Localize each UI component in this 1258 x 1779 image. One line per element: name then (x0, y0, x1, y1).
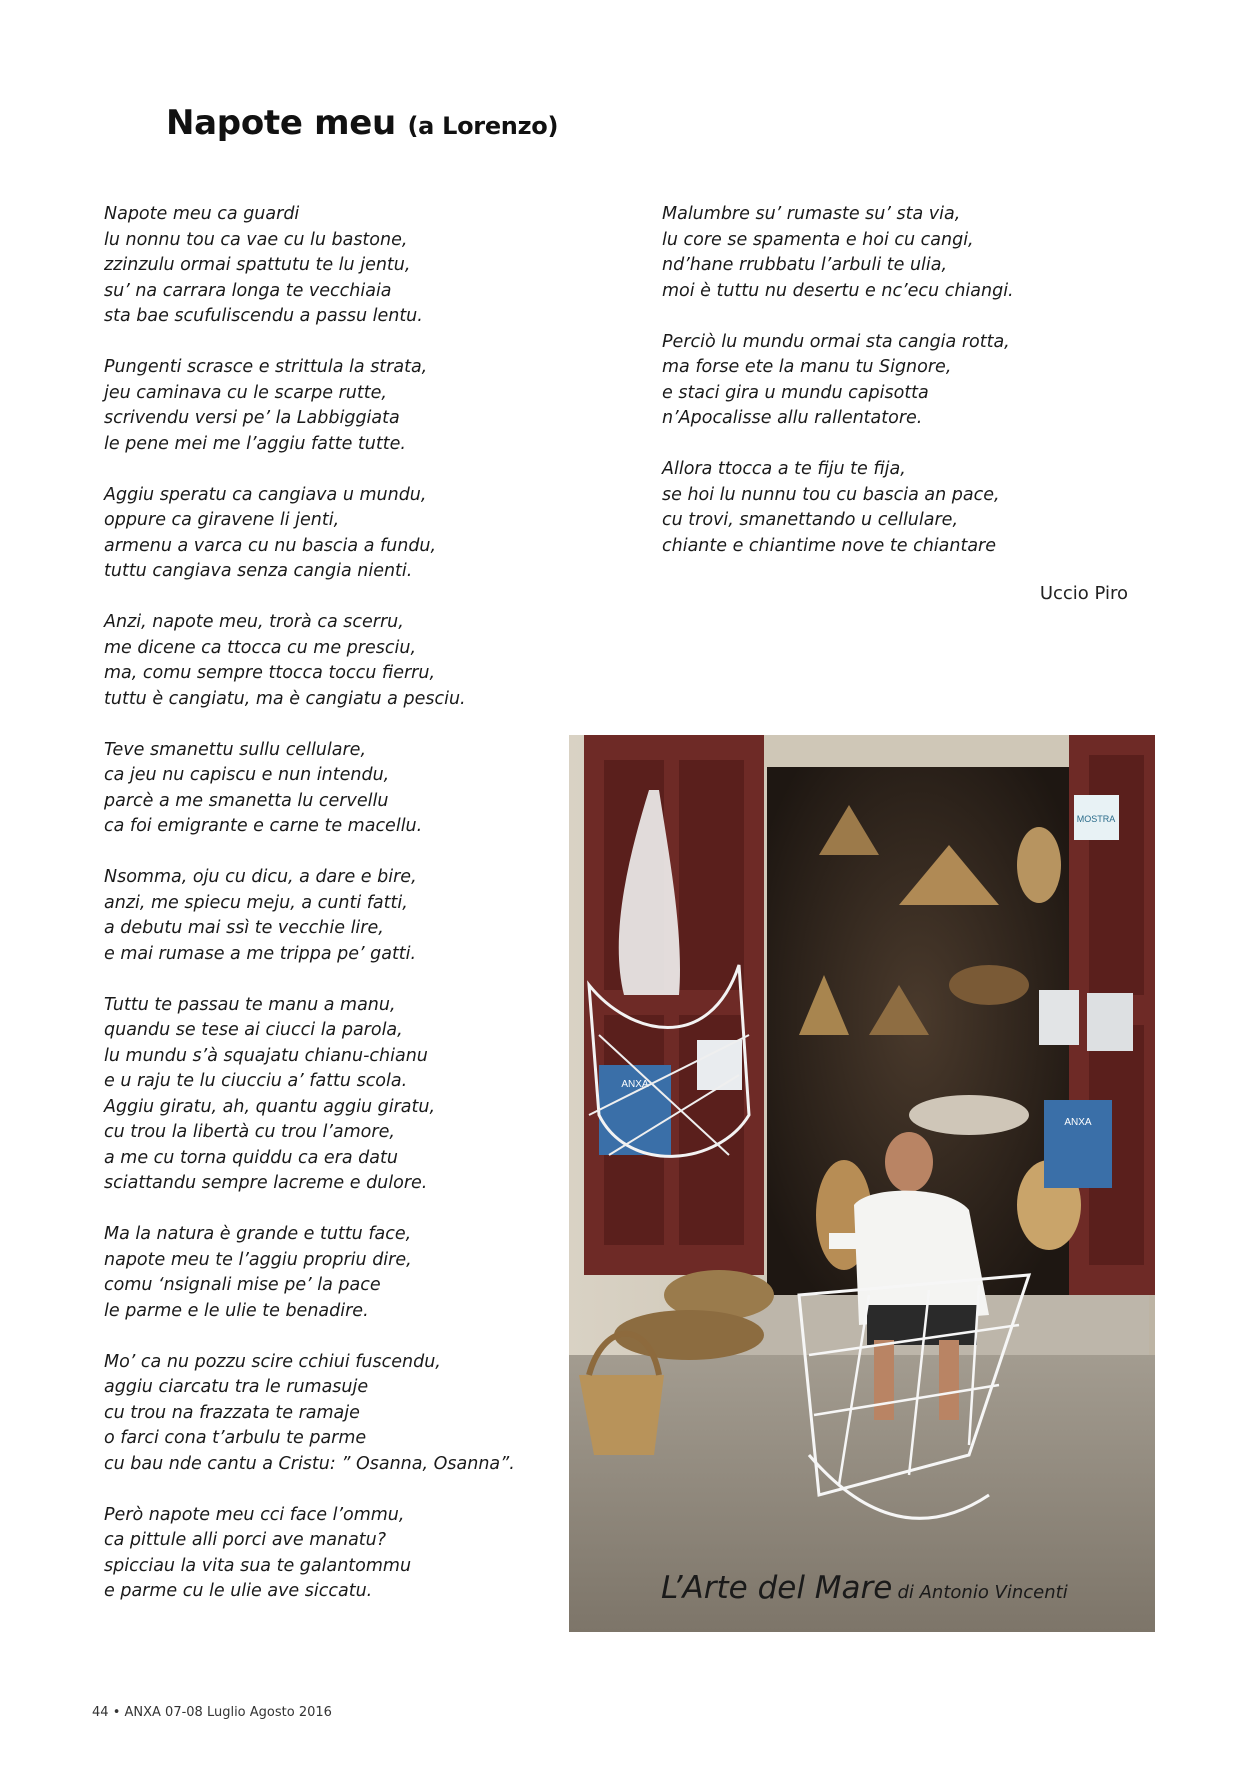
title-main: Napote meu (166, 103, 396, 143)
poem-line: lu core se spamenta e hoi cu cangi, (662, 229, 974, 250)
poem-line: ma, comu sempre ttocca toccu fierru, (104, 663, 436, 683)
poem-line: moi è tuttu nu desertu e nc’ecu chiangi. (662, 280, 1014, 301)
poem-line: su’ na carrara longa te vecchiaia (104, 280, 392, 301)
poem-stanza (104, 993, 574, 1197)
page-title (166, 103, 558, 143)
poem-line: scrivendu versi pe’ la Labbiggiata (104, 408, 400, 428)
poem-stanza (104, 1503, 574, 1605)
poem-stanza (104, 865, 574, 967)
caption-main: L’Arte del Mare (661, 1570, 893, 1606)
sign-text: MOSTRA (1076, 814, 1116, 824)
poem-line: oppure ca giravene li jenti, (104, 510, 340, 530)
poem-line: tuttu cangiava senza cangia nienti. (104, 561, 413, 581)
poem-line: cu trovi, smanettando u cellulare, (662, 510, 959, 530)
photo-illustration (569, 735, 1155, 1632)
poem-line: ma forse ete la manu tu Signore, (662, 357, 952, 377)
poem-stanza (104, 483, 574, 585)
footer-bullet: • (112, 1705, 121, 1720)
poem-line: comu ‘nsignali mise pe’ la pace (104, 1275, 381, 1295)
poem-line: lu mundu s’à squajatu chianu-chianu (104, 1045, 428, 1066)
poem-line: napote meu te l’aggiu propriu dire, (104, 1249, 412, 1270)
issue-info: ANXA 07-08 Luglio Agosto 2016 (124, 1705, 332, 1720)
poem-line: e staci gira u mundu capisotta (662, 382, 929, 403)
poem-line: e parme cu le ulie ave siccatu. (104, 1581, 373, 1601)
poem-line: se hoi lu nunnu tou cu bascia an pace, (662, 484, 1000, 505)
poem-line: n’Apocalisse allu rallentatore. (662, 408, 923, 428)
poem-line: cu trou na frazzata te ramaje (104, 1402, 360, 1423)
poem-line: o farci cona t’arbulu te parme (104, 1428, 367, 1448)
poem-line: anzi, me spiecu meju, a cunti fatti, (104, 892, 408, 913)
poem-line: Napote meu ca guardi (104, 204, 300, 224)
poem-line: Teve smanettu sullu cellulare, (104, 739, 367, 760)
poem-stanza (104, 1350, 574, 1478)
poem-line: ca jeu nu capiscu e nun intendu, (104, 765, 390, 785)
caption-by: di Antonio Vincenti (897, 1582, 1068, 1603)
poem-line: zzinzulu ormai spattutu te lu jentu, (104, 255, 411, 275)
poem-right-column (662, 202, 1082, 585)
poem-line: cu trou la libertà cu trou l’amore, (104, 1122, 395, 1142)
poem-line: e mai rumase a me trippa pe’ gatti. (104, 943, 417, 964)
poem-line: chiante e chiantime nove te chiantare (662, 535, 997, 556)
poem-line: a me cu torna quiddu ca era datu (104, 1147, 398, 1168)
poem-line: le parme e le ulie te benadire. (104, 1300, 369, 1321)
poem-line: sciattandu sempre lacreme e dulore. (104, 1173, 428, 1193)
poem-stanza (104, 355, 574, 457)
poem-line: tuttu è cangiatu, ma è cangiatu a pesciu. (104, 688, 466, 709)
poem-line: cu bau nde cantu a Cristu: ” Osanna, Osanna”. (104, 1453, 515, 1474)
poem-stanza (662, 330, 1082, 432)
poem-stanza (662, 202, 1082, 304)
poem-line: le pene mei me l’aggiu fatte tutte. (104, 433, 406, 454)
poem-stanza (104, 738, 574, 840)
poem-line: Anzi, napote meu, trorà ca scerru, (104, 612, 404, 632)
poem-line: nd’hane rrubbatu l’arbuli te ulia, (662, 255, 948, 275)
poem-stanza (662, 457, 1082, 559)
title-dedication: (a Lorenzo) (407, 112, 559, 140)
poem-line: jeu caminava cu le scarpe rutte, (104, 382, 387, 403)
poem-stanza (104, 1222, 574, 1324)
page-footer (92, 1705, 332, 1720)
poem-line: me dicene ca ttocca cu me presciu, (104, 637, 417, 658)
poem-left-column (104, 202, 574, 1630)
poem-line: ca pittule alli porci ave manatu? (104, 1530, 387, 1550)
poem-line: ca foi emigrante e carne te macellu. (104, 816, 423, 836)
photo-arte-del-mare (569, 735, 1155, 1632)
poem-line: Pungenti scrasce e strittula la strata, (104, 357, 428, 377)
poem-line: Aggiu speratu ca cangiava u mundu, (104, 484, 427, 505)
poem-stanza (104, 202, 574, 330)
page-number: 44 (92, 1705, 109, 1720)
poem-line: Nsomma, oju cu dicu, a dare e bire, (104, 867, 417, 887)
poem-line: Perciò lu mundu ormai sta cangia rotta, (662, 331, 1010, 352)
poem-line: a debutu mai ssì te vecchie lire, (104, 918, 384, 938)
poem-line: spicciau la vita sua te galantommu (104, 1555, 412, 1576)
poem-line: lu nonnu tou ca vae cu lu bastone, (104, 229, 408, 250)
poem-stanza (104, 610, 574, 712)
poem-line: aggiu ciarcatu tra le rumasuje (104, 1377, 369, 1397)
poster-right-title: ANXA (1064, 1117, 1092, 1128)
photo-caption (661, 1570, 1068, 1606)
poem-line: sta bae scufuliscendu a passu lentu. (104, 306, 423, 326)
poem-author: Uccio Piro (1039, 583, 1128, 604)
poem-line: e u raju te lu ciucciu a’ fattu scola. (104, 1071, 408, 1091)
poem-line: Mo’ ca nu pozzu scire cchiui fuscendu, (104, 1351, 441, 1372)
poster-left-title: ANXA (621, 1079, 649, 1090)
poem-line: Però napote meu cci face l’ommu, (104, 1504, 405, 1525)
poem-line: quandu se tese ai ciucci la parola, (104, 1020, 403, 1040)
poem-line: Tuttu te passau te manu a manu, (104, 994, 396, 1015)
poem-line: Ma la natura è grande e tuttu face, (104, 1224, 412, 1244)
poem-line: Aggiu giratu, ah, quantu aggiu giratu, (104, 1096, 436, 1117)
poem-line: parcè a me smanetta lu cervellu (104, 790, 389, 811)
poem-line: Malumbre su’ rumaste su’ sta via, (662, 204, 961, 224)
poem-line: Allora ttocca a te fiju te fija, (662, 459, 906, 479)
poem-line: armenu a varca cu nu bascia a fundu, (104, 535, 437, 556)
